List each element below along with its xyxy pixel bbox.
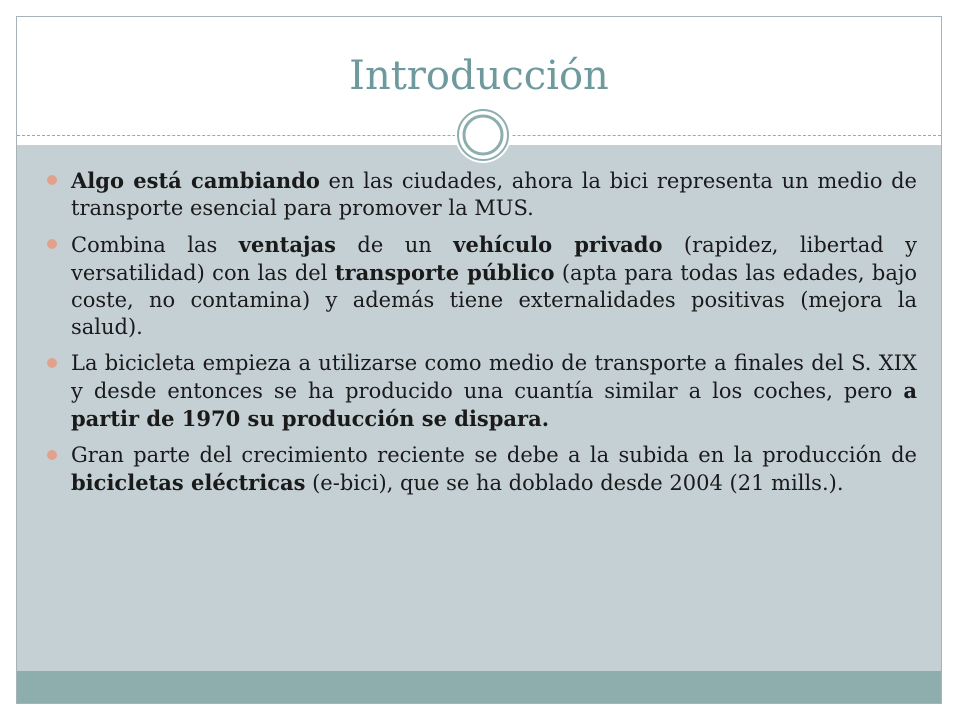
bullet-dot-icon: [47, 239, 57, 249]
bullet-dot-icon: [47, 450, 57, 460]
bullet-text-bold: vehículo privado: [453, 232, 663, 257]
bullet-dot-icon: [47, 175, 57, 185]
bullet-text: en las ciudades, ahora la bici representa un medio de transporte esencial para promover la MUS.: [71, 169, 917, 220]
bullet-text: (rapidez, libertad y versatilidad) con las del: [71, 233, 917, 285]
bullet-text: de un: [335, 233, 454, 257]
footer-bar: [17, 671, 941, 704]
bullet-text: (e-bici), que se ha doblado desde 2004 (21 mills.).: [305, 471, 844, 495]
bullet-text-bold: transporte público: [334, 260, 555, 285]
bullet-item: [47, 167, 917, 222]
bullet-item: [47, 231, 917, 341]
bullet-text-bold: bicicletas eléctricas: [71, 470, 306, 495]
circle-ornament-icon: [455, 107, 511, 163]
bullet-text-bold: ventajas: [238, 232, 336, 257]
bullet-text-bold: a partir de 1970 su producción se dispara.: [71, 378, 917, 431]
slide-title: Introducción: [349, 53, 609, 99]
bullet-text-bold: Algo está cambiando: [71, 168, 320, 193]
bullet-text: (apta para todas las edades, bajo coste, no contamina) y además tiene externalidades positivas (mejora la salud).: [71, 261, 917, 339]
bullet-item: [47, 442, 917, 497]
bullet-text: La bicicleta empieza a utilizarse como medio de transporte a finales del S. XIX y desde entonces se ha producido una cuantía similar a los coches, pero: [71, 351, 917, 403]
bullet-text: Gran parte del crecimiento reciente se debe a la subida en la producción de: [71, 443, 917, 467]
bullet-dot-icon: [47, 358, 57, 368]
bullet-item: [47, 350, 917, 433]
slide: [16, 16, 942, 704]
bullet-text: Combina las: [71, 233, 239, 257]
bullet-list: [47, 167, 917, 506]
